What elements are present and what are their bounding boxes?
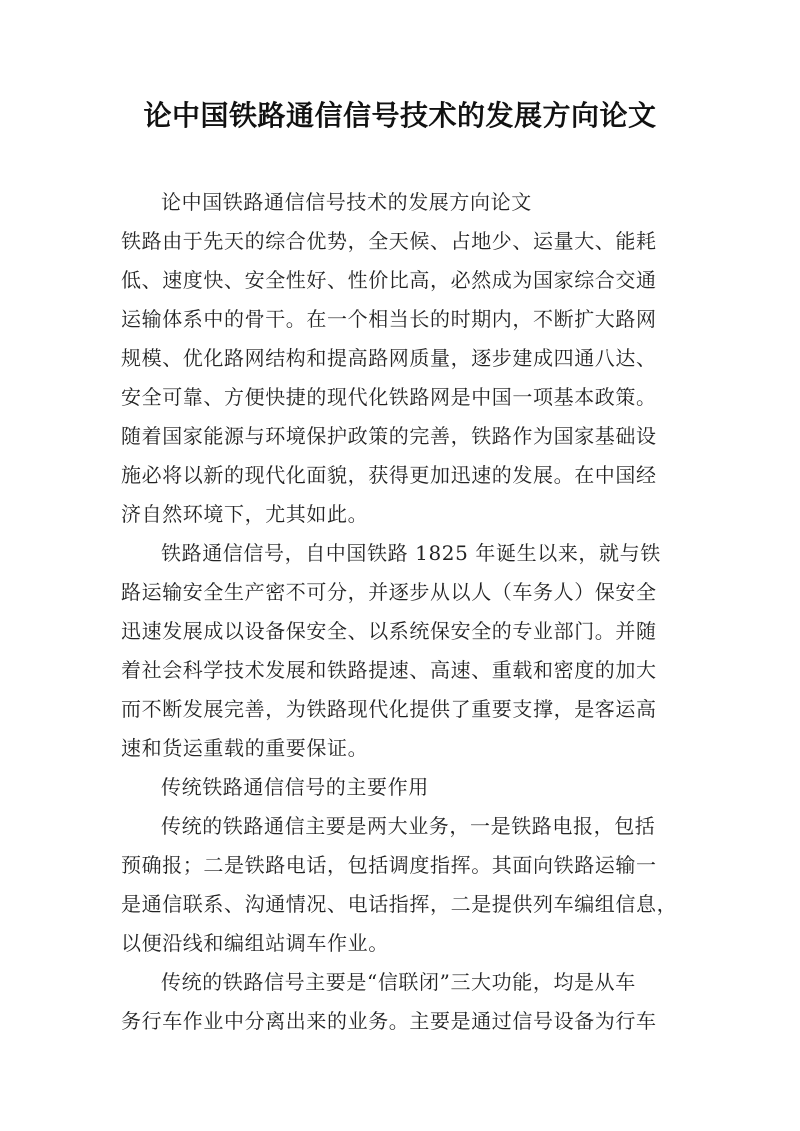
paragraph-line: 铁路由于先天的综合优势，全天候、占地少、运量大、能耗 <box>121 229 657 253</box>
section-heading: 传统铁路通信信号的主要作用 <box>161 775 429 799</box>
paragraph-line: 安全可靠、方便快捷的现代化铁路网是中国一项基本政策。 <box>121 385 657 409</box>
paragraph-line: 施必将以新的现代化面貌，获得更加迅速的发展。在中国经 <box>121 463 657 487</box>
paragraph-line: 以便沿线和编组站调车作业。 <box>121 931 389 955</box>
paragraph-line: 速和货运重载的重要保证。 <box>121 736 369 760</box>
document-title: 论中国铁路通信信号技术的发展方向论文 <box>143 99 657 132</box>
paragraph-line: 铁路通信信号，自中国铁路 1825 年诞生以来，就与铁 <box>161 541 661 565</box>
paragraph-line: 预确报；二是铁路电话，包括调度指挥。其面向铁路运输一 <box>121 853 657 877</box>
paragraph-line: 运输体系中的骨干。在一个相当长的时期内，不断扩大路网 <box>121 307 657 331</box>
paragraph-line: 而不断发展完善，为铁路现代化提供了重要支撑，是客运高 <box>121 697 657 721</box>
document-body <box>121 183 681 1041</box>
paragraph-line: 规模、优化路网结构和提高路网质量，逐步建成四通八达、 <box>121 346 657 370</box>
paragraph-line: 随着国家能源与环境保护政策的完善，铁路作为国家基础设 <box>121 424 657 448</box>
paragraph-line: 务行车作业中分离出来的业务。主要是通过信号设备为行车 <box>121 1009 657 1033</box>
paragraph-line: 是通信联系、沟通情况、电话指挥，二是提供列车编组信息， <box>121 892 678 916</box>
paragraph-line: 迅速发展成以设备保安全、以系统保安全的专业部门。并随 <box>121 619 657 643</box>
paragraph-line: 路运输安全生产密不可分，并逐步从以人（车务人）保安全 <box>121 580 657 604</box>
paragraph-line: 传统的铁路通信主要是两大业务，一是铁路电报，包括 <box>161 814 656 838</box>
paragraph-line: 低、速度快、安全性好、性价比高，必然成为国家综合交通 <box>121 268 657 292</box>
paragraph-line: 着社会科学技术发展和铁路提速、高速、重载和密度的加大 <box>121 658 657 682</box>
paragraph-line: 传统的铁路信号主要是“信联闭”三大功能，均是从车 <box>161 970 636 994</box>
paragraph-line: 济自然环境下，尤其如此。 <box>121 502 369 526</box>
paragraph-line: 论中国铁路通信信号技术的发展方向论文 <box>161 190 532 214</box>
